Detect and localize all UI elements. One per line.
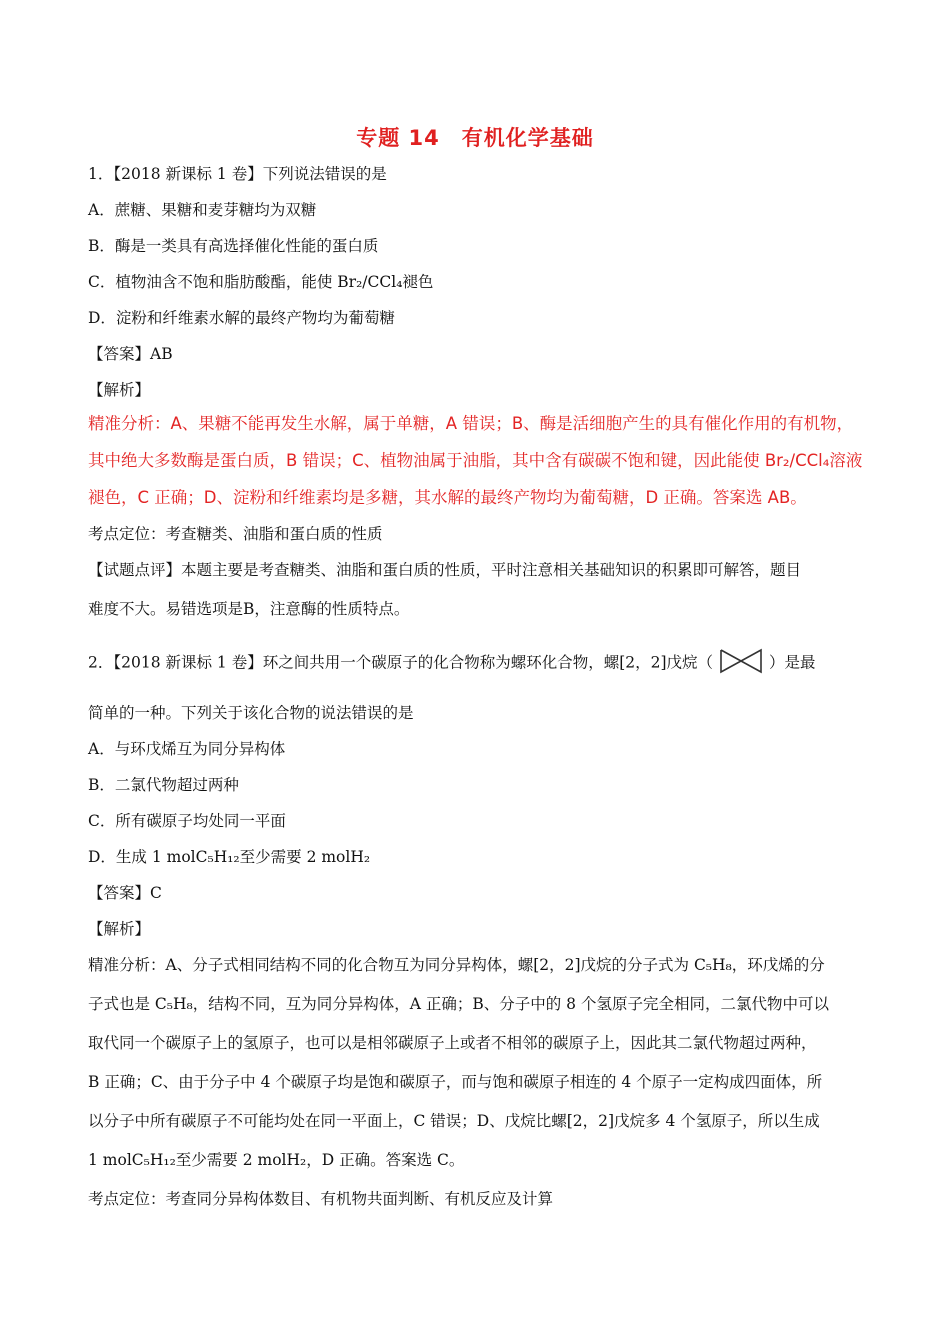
q2-stem-continued: 简单的一种。下列关于该化合物的说法错误的是: [88, 704, 414, 722]
q2-option-b: B．二氯代物超过两种: [88, 776, 239, 794]
q2-analysis-line: 以分子中所有碳原子不可能均处在同一平面上，C 错误；D、戊烷比螺[2，2]戊烷多 4 个氢原子，所以生成: [88, 1112, 820, 1130]
page-title: 专题 14 有机化学基础: [356, 126, 594, 150]
q2-analysis-line: 取代同一个碳原子上的氢原子，也可以是相邻碳原子上或者不相邻的碳原子上，因此其二氯代物超过两种，: [88, 1034, 817, 1052]
q1-analysis-line: 褪色，C 正确；D、淀粉和纤维素均是多糖，其水解的最终产物均为葡萄糖，D 正确。答案选 AB。: [88, 488, 807, 507]
q2-answer: 【答案】C: [88, 884, 162, 902]
q2-analysis-line: 1 molC₅H₁₂至少需要 2 molH₂，D 正确。答案选 C。: [88, 1151, 465, 1169]
q2-stem: [88, 647, 816, 680]
spiropentane-structure-image: [719, 647, 763, 680]
q1-analysis-line: 其中绝大多数酶是蛋白质，B 错误；C、植物油属于油脂，其中含有碳碳不饱和键，因此能使 Br₂/CCl₄溶液: [88, 451, 863, 470]
q1-answer: 【答案】AB: [88, 345, 173, 363]
q2-analysis-line: 子式也是 C₅H₈，结构不同，互为同分异构体，A 正确；B、分子中的 8 个氢原子完全相同，二氯代物中可以: [88, 995, 829, 1013]
q2-option-a: A．与环戊烯互为同分异构体: [88, 740, 286, 758]
q1-review-line: 【试题点评】本题主要是考查糖类、油脂和蛋白质的性质，平时注意相关基础知识的积累即可解答，题目: [88, 561, 802, 579]
q2-stem-before: 2．【2018 新课标 1 卷】环之间共用一个碳原子的化合物称为螺环化合物，螺[2，2]戊烷（: [88, 653, 714, 672]
q2-stem-after: ）是最: [769, 653, 816, 672]
q1-analysis-heading: 【解析】: [88, 381, 151, 399]
q1-option-d: D．淀粉和纤维素水解的最终产物均为葡萄糖: [88, 309, 395, 327]
q2-analysis-line: 精准分析：A、分子式相同结构不同的化合物互为同分异构体，螺[2，2]戊烷的分子式为 C₅H₈，环戊烯的分: [88, 956, 825, 974]
q1-review-line: 难度不大。易错选项是B，注意酶的性质特点。: [88, 600, 410, 618]
q2-option-d: D．生成 1 molC₅H₁₂至少需要 2 molH₂: [88, 848, 371, 866]
q2-option-c: C．所有碳原子均处同一平面: [88, 812, 286, 830]
q1-option-b: B．酶是一类具有高选择催化性能的蛋白质: [88, 237, 379, 255]
q1-stem: 1．【2018 新课标 1 卷】下列说法错误的是: [88, 165, 387, 183]
q1-option-c: C．植物油含不饱和脂肪酸酯，能使 Br₂/CCl₄褪色: [88, 273, 434, 291]
q1-analysis-line: 精准分析：A、果糖不能再发生水解，属于单糖，A 错误；B、酶是活细胞产生的具有催化作用的有机物，: [88, 414, 854, 433]
q1-option-a: A．蔗糖、果糖和麦芽糖均为双糖: [88, 201, 317, 219]
q2-analysis-heading: 【解析】: [88, 920, 151, 938]
q1-kaodian: 考点定位：考查糖类、油脂和蛋白质的性质: [88, 525, 383, 543]
q2-analysis-line: B 正确；C、由于分子中 4 个碳原子均是饱和碳原子，而与饱和碳原子相连的 4 个原子一定构成四面体，所: [88, 1073, 823, 1091]
q2-kaodian: 考点定位：考查同分异构体数目、有机物共面判断、有机反应及计算: [88, 1190, 554, 1208]
